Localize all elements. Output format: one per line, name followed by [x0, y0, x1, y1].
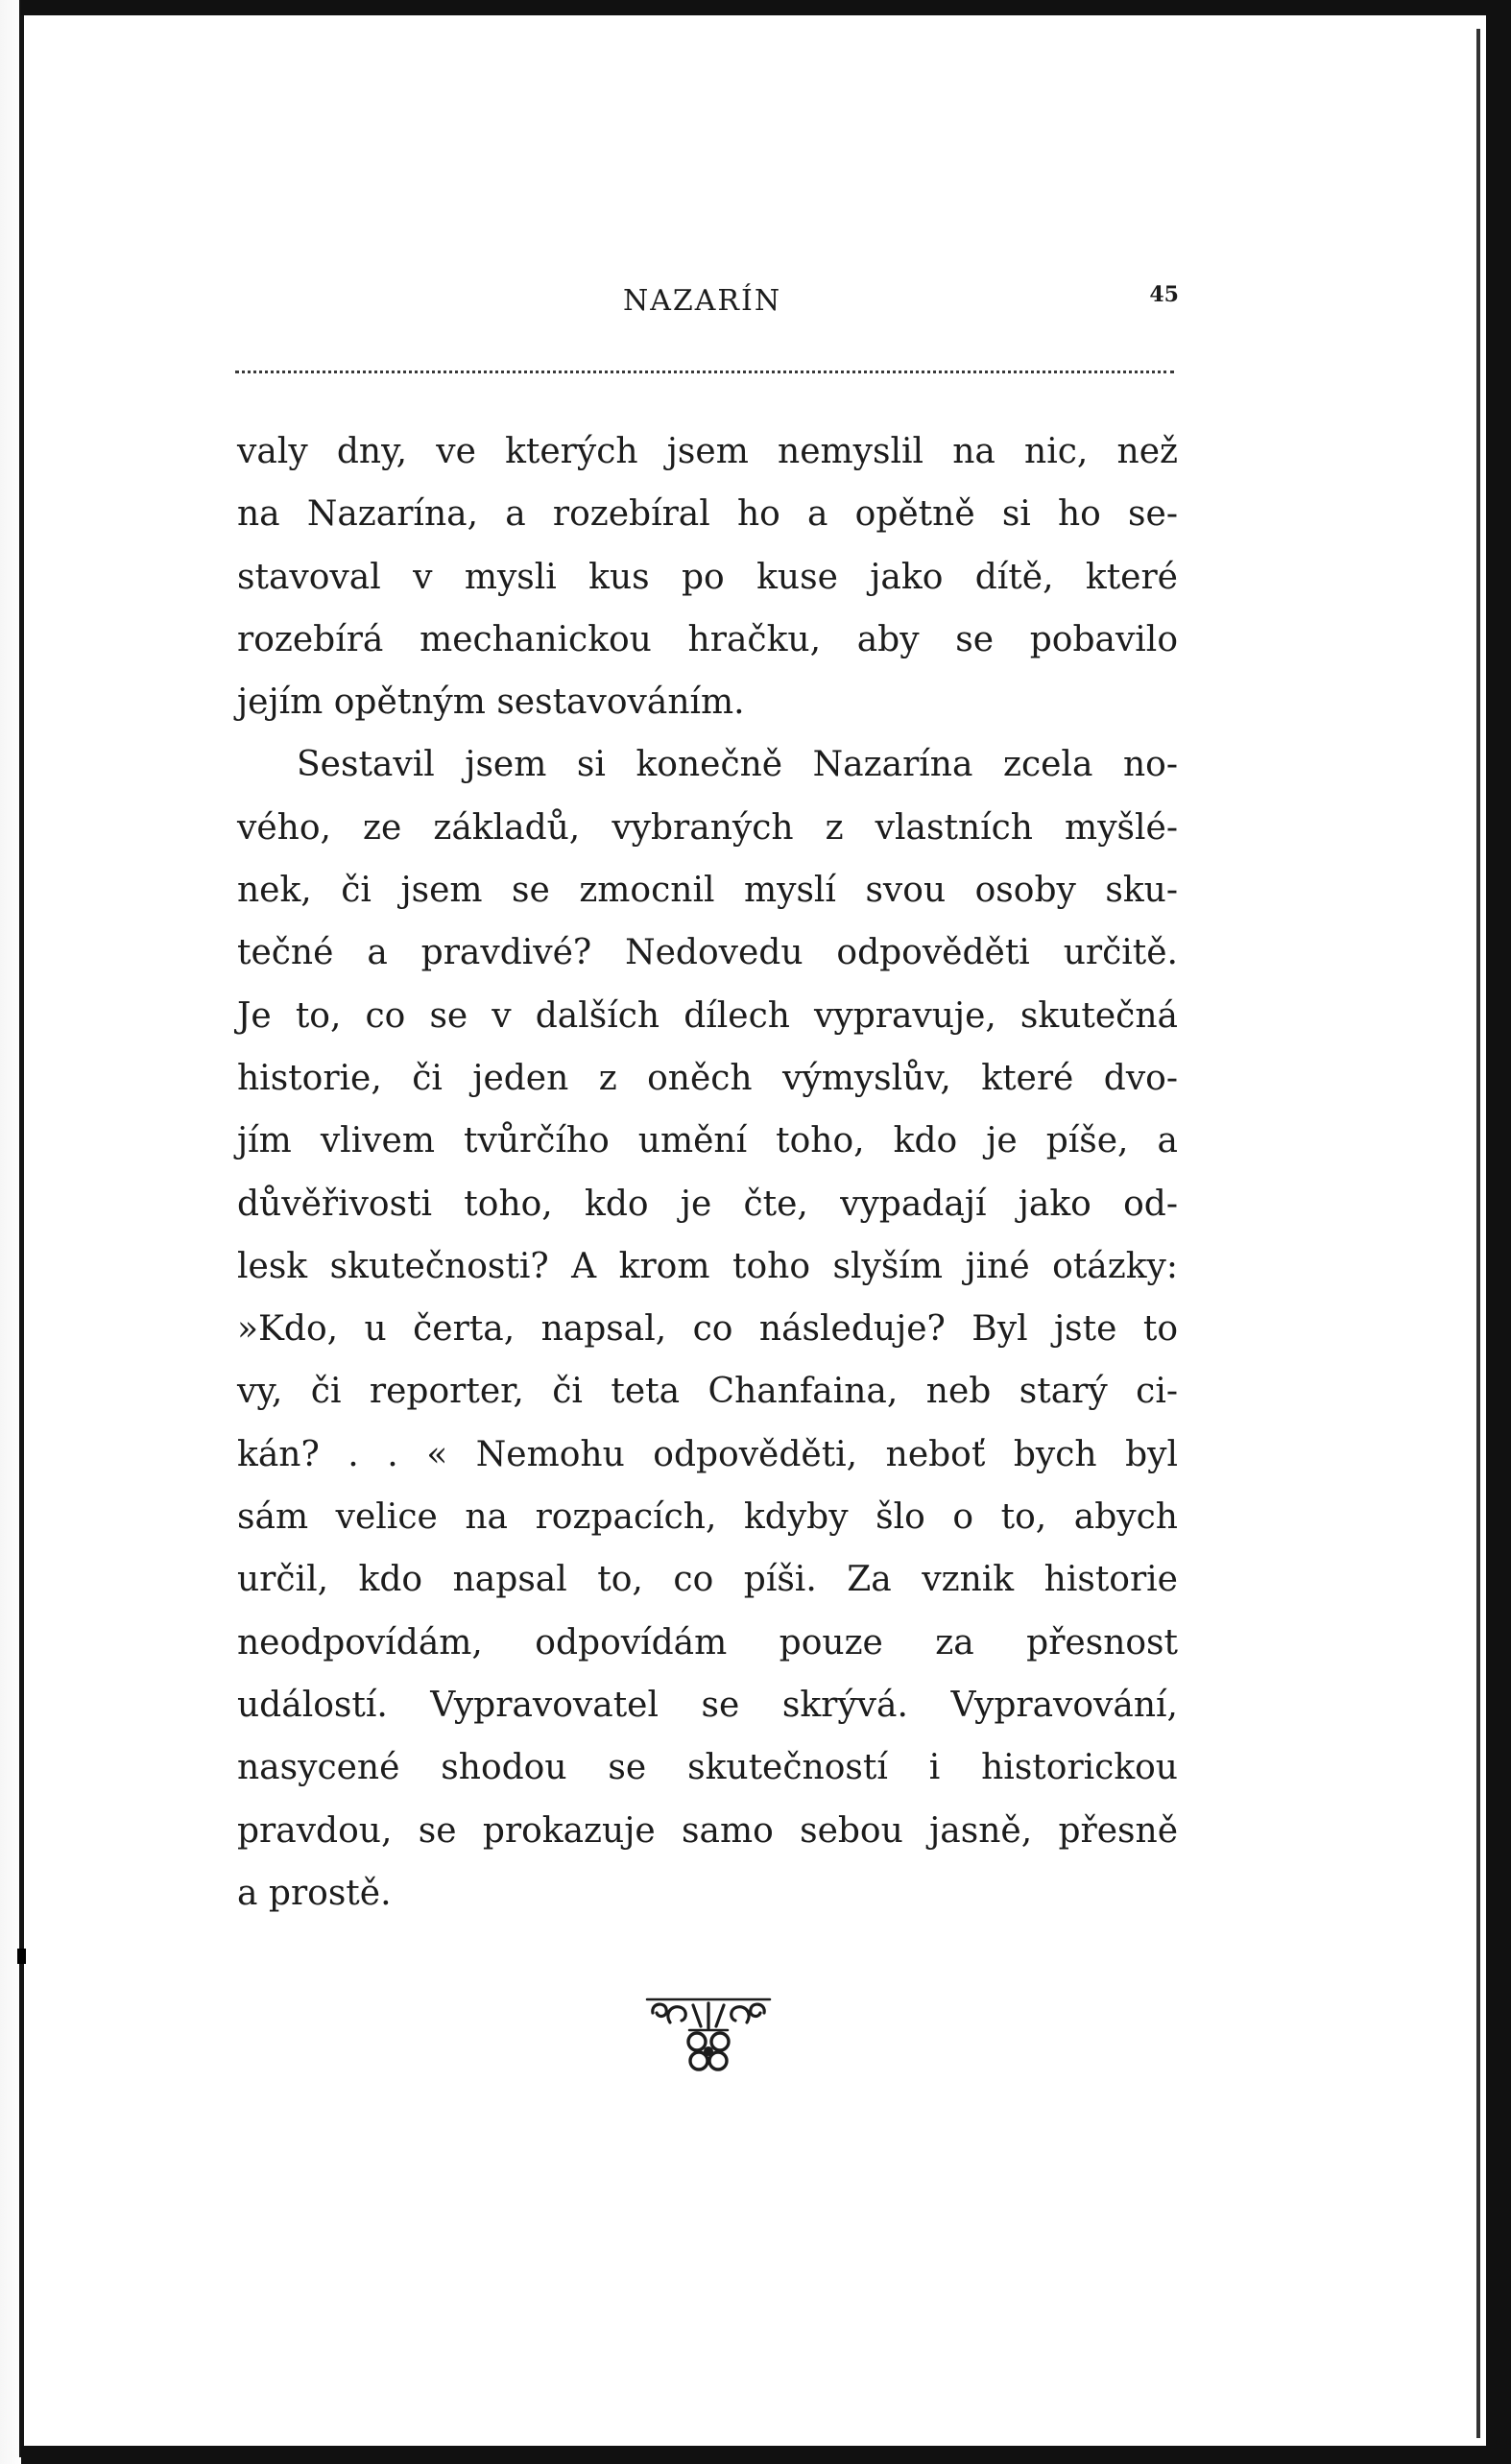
header-dotted-rule [235, 371, 1174, 373]
text-line: stavoval v mysli kus po kuse jako dítě, které [237, 557, 1178, 597]
text-line: vy, či reporter, či teta Chanfaina, neb starý ci- [237, 1372, 1178, 1412]
text-line: historie, či jeden z oněch výmyslův, které dvo- [237, 1058, 1178, 1098]
text-line: vého, ze základů, vybraných z vlastních myšlé- [237, 807, 1178, 848]
text-line: kán? . . « Nemohu odpověděti, neboť bych byl [237, 1434, 1178, 1474]
scan-border-right [1486, 0, 1511, 2464]
spine-mark [17, 1949, 26, 1964]
running-title: NAZARÍN [623, 284, 782, 318]
floral-tailpiece-icon [641, 1992, 776, 2078]
page-header [235, 275, 1181, 332]
text-line: pravdou, se prokazuje samo sebou jasně, přesně [237, 1810, 1178, 1851]
text-line: událostí. Vypravovatel se skrývá. Vypravování, [237, 1685, 1178, 1725]
page-number: 45 [1149, 282, 1179, 307]
text-line: určil, kdo napsal to, co píši. Za vznik historie [237, 1560, 1178, 1600]
text-line: Je to, co se v dalších dílech vypravuje, skutečná [237, 995, 1178, 1036]
text-line: jím vlivem tvůrčího umění toho, kdo je píše, a [237, 1121, 1178, 1161]
text-line: neodpovídám, odpovídám pouze za přesnost [237, 1622, 1178, 1663]
text-line: jejím opětným sestavováním. [237, 682, 745, 723]
text-line: tečné a pravdivé? Nedovedu odpověděti určitě. [237, 933, 1178, 973]
body-text [237, 420, 1178, 1925]
text-line: důvěřivosti toho, kdo je čte, vypadají jako od- [237, 1184, 1178, 1224]
text-line: lesk skutečnosti? A krom toho slyším jiné otázky: [237, 1246, 1178, 1286]
text-line: »Kdo, u čerta, napsal, co následuje? Byl jste to [237, 1309, 1178, 1350]
scan-border-top [21, 0, 1490, 15]
text-line: valy dny, ve kterých jsem nemyslil na nic, než [237, 432, 1178, 471]
spine-edge [19, 0, 24, 2457]
text-line: nek, či jsem se zmocnil myslí svou osoby sku- [237, 871, 1178, 911]
text-line: sám velice na rozpacích, kdyby šlo o to, abych [237, 1497, 1178, 1538]
text-line: rozebírá mechanickou hračku, aby se pobavilo [237, 619, 1178, 659]
text-line: Sestavil jsem si konečně Nazarína zcela no- [297, 745, 1178, 785]
scan-border-right-edge [1476, 29, 1480, 2438]
text-line: nasycené shodou se skutečností i historickou [237, 1748, 1178, 1788]
scan-border-bottom [21, 2446, 1490, 2464]
text-line: na Nazarína, a rozebíral ho a opětně si ho se- [237, 494, 1178, 535]
text-line: a prostě. [237, 1873, 392, 1913]
